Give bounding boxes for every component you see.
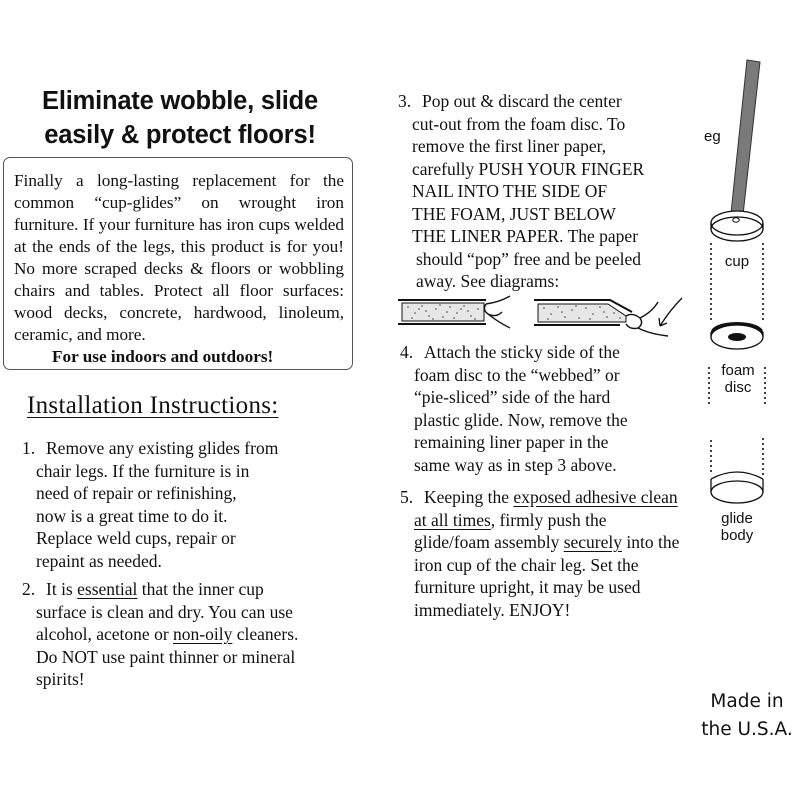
step-line: repaint as needed. — [36, 550, 162, 571]
foam-layer — [402, 303, 484, 321]
peel-diagrams — [382, 292, 692, 338]
step-line: plastic glide. Now, remove the — [414, 409, 628, 430]
step-line: THE LINER PAPER. The paper — [412, 226, 639, 246]
step-line: chair legs. If the furniture is in — [36, 460, 250, 481]
step-text: It is — [46, 579, 78, 599]
step-1 — [22, 437, 342, 572]
step-line: now is a great time to do it. — [36, 505, 228, 526]
made-in-line-2: the U.S.A. — [701, 719, 793, 740]
cup-icon — [711, 211, 763, 241]
step-3 — [398, 90, 718, 293]
step-line: NAIL INTO THE SIDE OF — [412, 181, 608, 201]
arrow-icon — [659, 298, 682, 326]
step-line: “pie-sliced” side of the hard — [414, 387, 611, 407]
headline — [8, 84, 352, 152]
step-text: cleaners. Do NOT use paint thinner or mineral spirits! — [36, 624, 299, 689]
peel-diagram-2 — [534, 298, 682, 336]
emphasis-exposed-adhesive: exposed adhesive clean at all times — [414, 487, 678, 530]
step-line: Attach the sticky side of the — [424, 342, 620, 362]
foam-disc-icon — [711, 322, 763, 349]
foam-layer — [538, 304, 626, 322]
emphasis-essential: essential — [77, 579, 138, 599]
step-text: Keeping the — [424, 487, 514, 507]
headline-line-2: easily & protect floors! — [44, 121, 316, 149]
intro-text: Finally a long-lasting replacement for the common “cup-glides” on wrought iron furniture. If your furniture has iron cups welded at the ends of the legs, this product is for you! No more scraped decks & floors or wobbling chairs and tables. Protect all floor surfaces: wood decks, concrete, hardwood, linoleum, ceramic, and more. — [14, 171, 344, 344]
label-cup: cup — [724, 253, 750, 270]
made-in-usa — [692, 688, 800, 744]
finger-icon — [484, 296, 510, 328]
step-line: away. See diagrams: — [416, 271, 560, 291]
installation-title: Installation Instructions: — [27, 392, 279, 419]
step-line: THE FOAM, JUST BELOW — [412, 203, 616, 224]
step-2 — [22, 578, 342, 691]
step-line: Remove any existing glides from — [46, 438, 279, 458]
intro-box — [3, 157, 353, 370]
step-number: 4. — [400, 342, 414, 362]
step-text: , firmly push the glide/foam assembly — [414, 509, 607, 552]
step-number: 3. — [398, 91, 412, 111]
step-line: same way as in step 3 above. — [414, 454, 617, 475]
step-line: need of repair or refinishing, — [36, 483, 237, 503]
step-5 — [400, 486, 700, 621]
step-line: Replace weld cups, repair or — [36, 528, 236, 548]
step-4 — [400, 341, 700, 476]
step-number: 5. — [400, 487, 414, 507]
step-text: that the inner cup surface is clean and dry. You can use alcohol, acetone or — [36, 579, 293, 644]
label-glide-line-2: body — [720, 527, 754, 544]
peel-diagram-1 — [398, 296, 510, 328]
headline-line-1: Eliminate wobble, slide — [42, 87, 318, 115]
intro-tagline: For use indoors and outdoors! — [52, 347, 274, 366]
emphasis-securely: securely — [563, 532, 623, 552]
step-line: carefully PUSH YOUR FINGER — [412, 158, 645, 179]
step-text: into the iron cup of the chair leg. Set the furniture upright, it may be used immediately. ENJOY! — [414, 532, 680, 620]
emphasis-non-oily: non-oily — [173, 624, 233, 644]
label-foam-disc — [713, 362, 763, 396]
finger-icon — [626, 302, 668, 336]
step-line: should “pop” free and be peeled — [416, 248, 641, 269]
step-line: remaining liner paper in the — [414, 432, 609, 452]
label-glide-body — [710, 510, 764, 544]
label-foam-line-1: foam — [721, 362, 755, 379]
made-in-line-1: Made in — [710, 691, 784, 712]
step-line: remove the first liner paper, — [412, 136, 607, 156]
step-line: cut-out from the foam disc. To — [412, 113, 626, 134]
glide-body-icon — [711, 471, 763, 503]
label-leg: eg — [704, 128, 721, 145]
label-foam-line-2: disc — [724, 379, 752, 396]
step-line: Pop out & discard the center — [422, 91, 622, 111]
chair-leg-icon — [731, 60, 760, 215]
step-line: foam disc to the “webbed” or — [414, 364, 620, 385]
step-number: 2. — [22, 579, 36, 599]
label-glide-line-1: glide — [721, 510, 753, 527]
step-number: 1. — [22, 438, 36, 458]
